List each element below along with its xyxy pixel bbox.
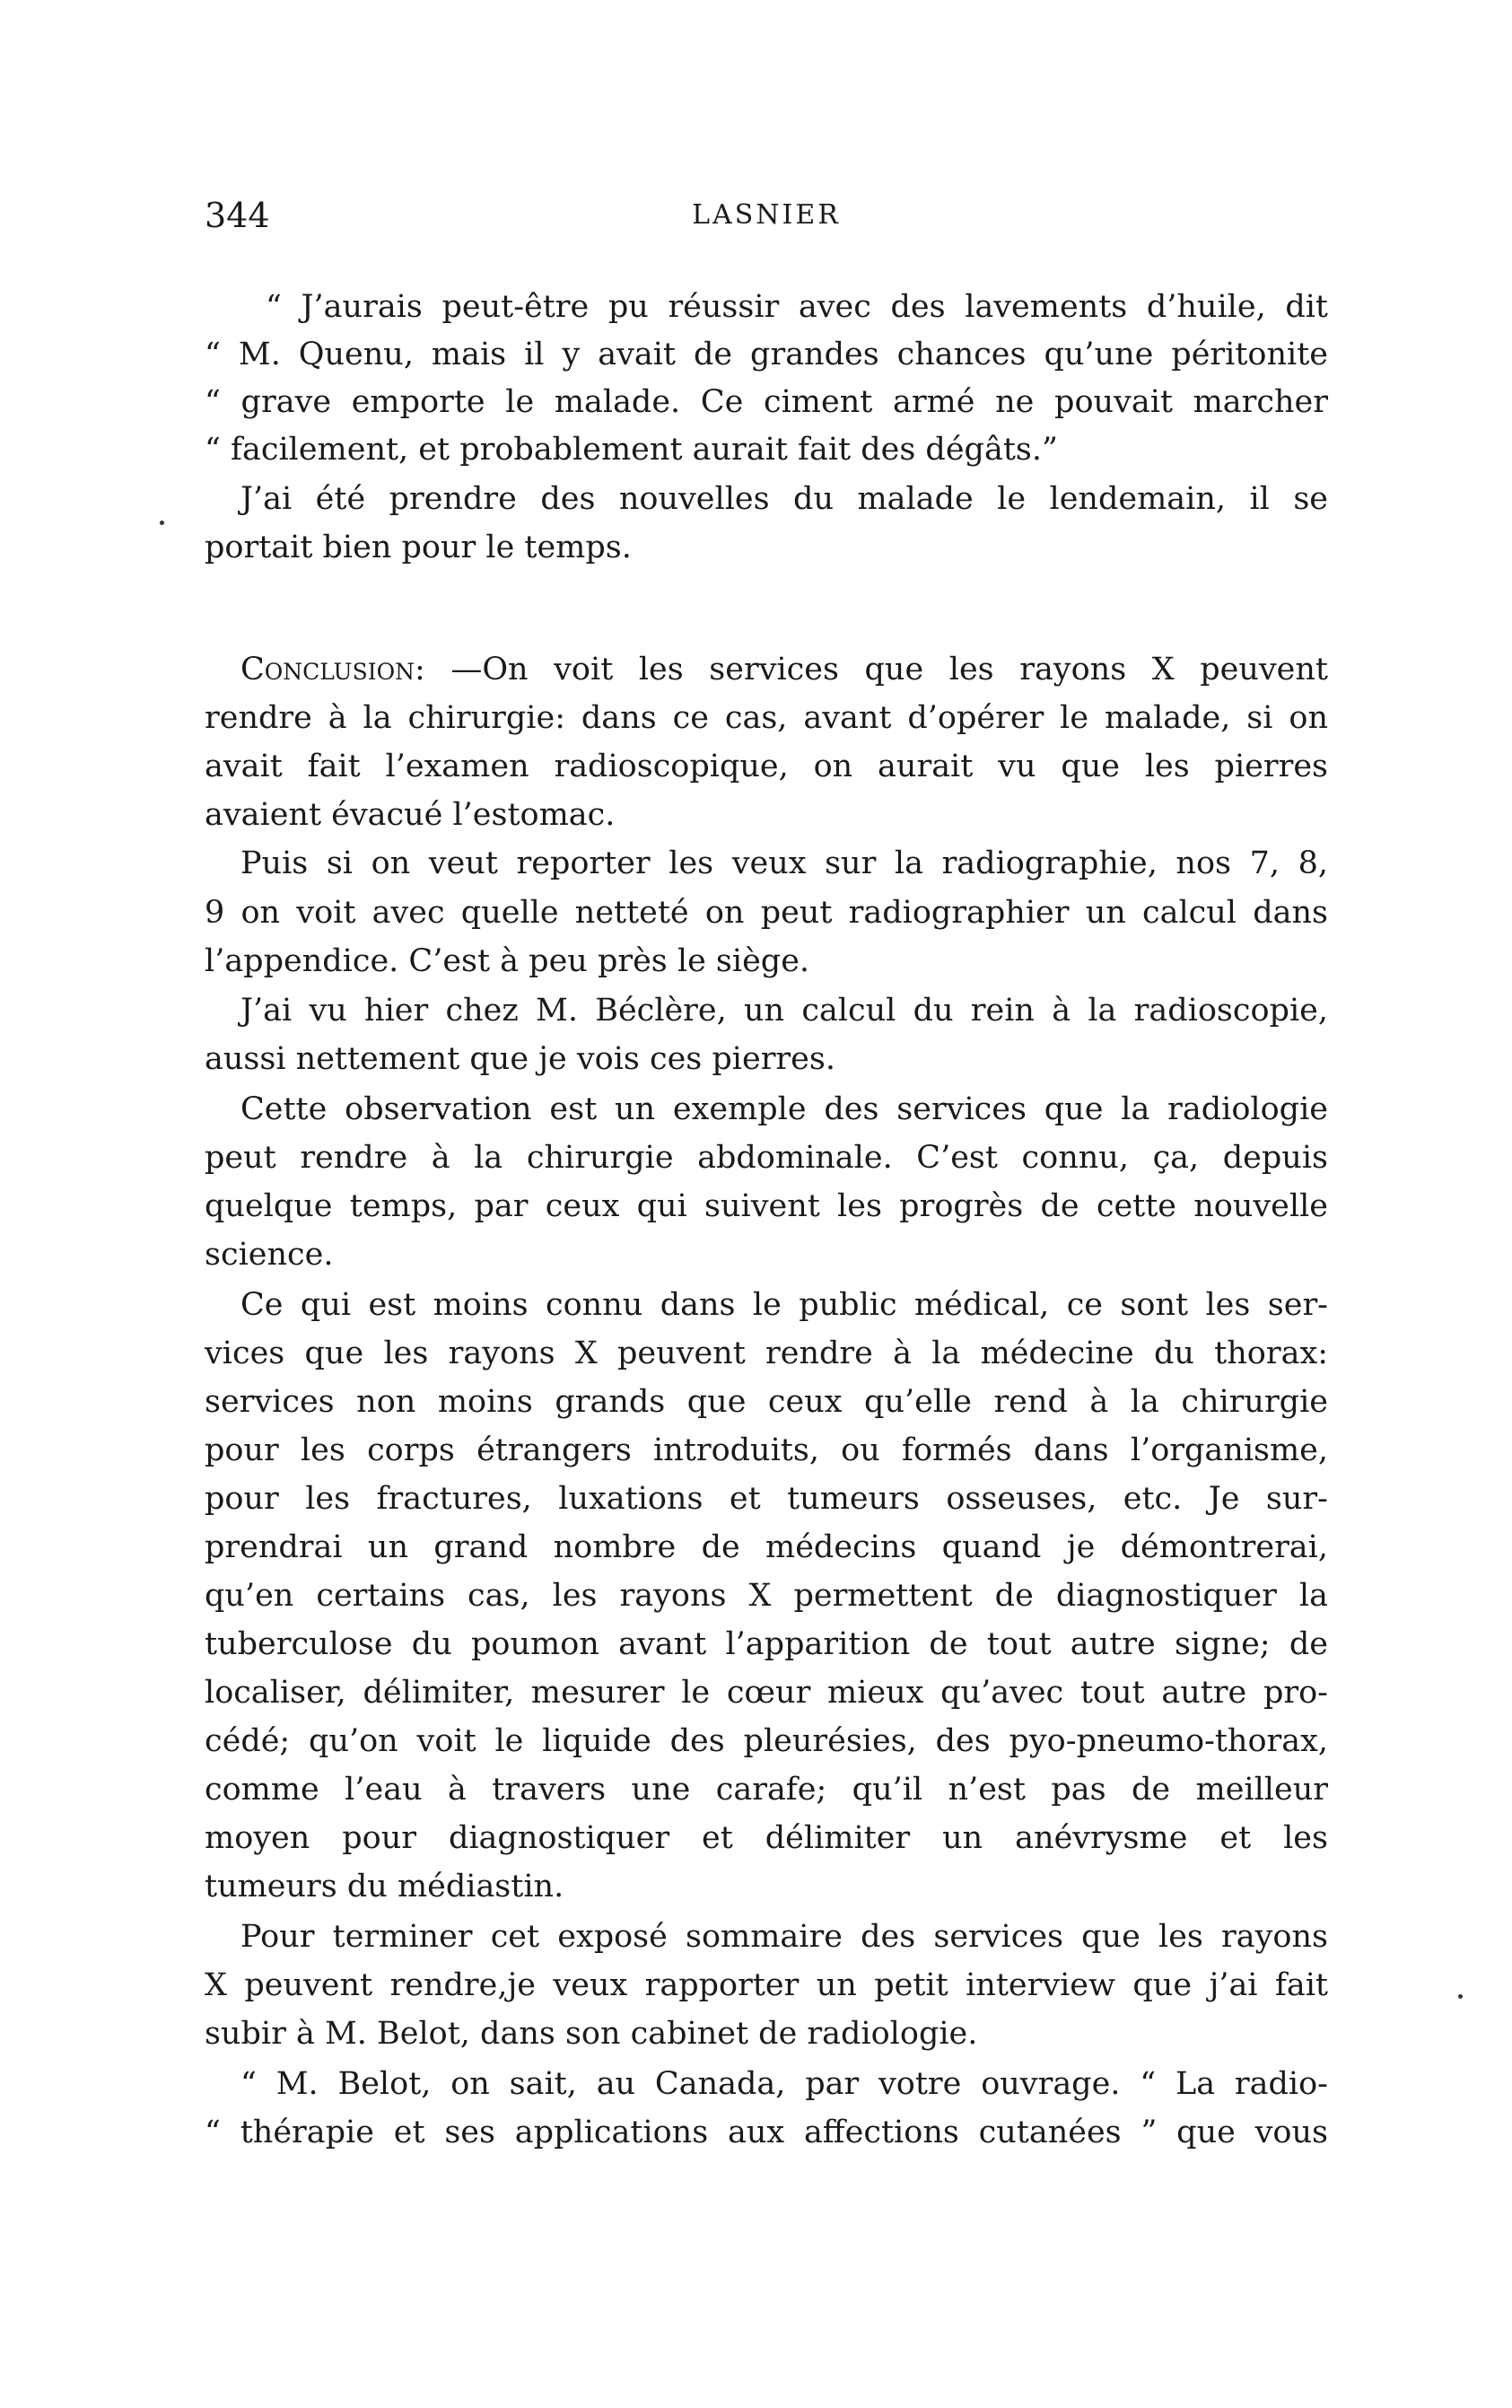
text-line: Ce qui est moins connu dans le public médical, ce sont les ser- — [240, 1287, 1328, 1323]
text-line: subir à M. Belot, dans son cabinet de radiologie. — [205, 2016, 978, 2052]
text-line: rendre à la chirurgie: dans ce cas, avant d’opérer le malade, si on — [205, 700, 1328, 736]
text-line: Pour terminer cet exposé sommaire des services que les rayons — [240, 1919, 1328, 1955]
ink-speck — [1458, 1994, 1463, 1999]
text-line: J’ai vu hier chez M. Béclère, un calcul du rein à la radioscopie, — [240, 993, 1328, 1029]
text-line: X peuvent rendre,je veux rapporter un petit interview que j’ai fait — [205, 1967, 1328, 2003]
conclusion-separator: : — — [414, 652, 483, 687]
text-line: cédé; qu’on voit le liquide des pleurésies, des pyo-pneumo-thorax, — [205, 1723, 1328, 1759]
text-line: avait fait l’examen radioscopique, on aurait vu que les pierres — [205, 749, 1328, 784]
text-line: “ J’aurais peut-être pu réussir avec des lavements d’huile, dit — [266, 289, 1328, 325]
text-line: qu’en certains cas, les rayons X permettent de diagnostiquer la — [205, 1578, 1328, 1614]
text-line: l’appendice. C’est à peu près le siège. — [205, 943, 810, 979]
running-head — [205, 196, 1328, 250]
text-line: pour les corps étrangers introduits, ou formés dans l’organisme, — [205, 1432, 1328, 1468]
page-number: 344 — [205, 196, 270, 235]
text-line: prendrai un grand nombre de médecins quand je démontrerai, — [205, 1529, 1328, 1565]
text-line: portait bien pour le temps. — [205, 530, 632, 565]
text-line: moyen pour diagnostiquer et délimiter un anévrysme et les — [205, 1820, 1328, 1856]
text-line: 9 on voit avec quelle netteté on peut radiographier un calcul dans — [205, 895, 1328, 931]
text-line: tuberculose du poumon avant l’apparition de tout autre signe; de — [205, 1626, 1328, 1662]
text-line: “ grave emporte le malade. Ce ciment armé ne pouvait marcher — [205, 384, 1328, 420]
text-line: “ M. Quenu, mais il y avait de grandes chances qu’une péritonite — [205, 337, 1328, 372]
text-line: “ thérapie et ses applications aux affections cutanées ” que vous — [205, 2115, 1328, 2150]
conclusion-label: Conclusion — [240, 652, 415, 687]
text-line: services non moins grands que ceux qu’elle rend à la chirurgie — [205, 1384, 1328, 1420]
text-line: vices que les rayons X peuvent rendre à la médecine du thorax: — [205, 1335, 1328, 1371]
text-line: quelque temps, par ceux qui suivent les progrès de cette nouvelle — [205, 1188, 1328, 1224]
conclusion-line — [240, 652, 1328, 687]
text-line: localiser, délimiter, mesurer le cœur mieux qu’avec tout autre pro- — [205, 1675, 1328, 1711]
text-line: “ facilement, et probablement aurait fait des dégâts.” — [205, 432, 1058, 468]
conclusion-text: On voit les services que les rayons X peuvent — [482, 652, 1328, 687]
text-line: avaient évacué l’estomac. — [205, 797, 616, 833]
text-line: “ M. Belot, on sait, au Canada, par votre ouvrage. “ La radio- — [240, 2066, 1328, 2102]
text-line: J’ai été prendre des nouvelles du malade le lendemain, il se — [240, 481, 1328, 517]
text-line: science. — [205, 1237, 334, 1273]
text-line: tumeurs du médiastin. — [205, 1869, 564, 1905]
text-line: pour les fractures, luxations et tumeurs osseuses, etc. Je sur- — [205, 1481, 1328, 1517]
text-line: peut rendre à la chirurgie abdominale. C’est connu, ça, depuis — [205, 1140, 1328, 1176]
text-line: aussi nettement que je vois ces pierres. — [205, 1041, 835, 1077]
text-line: Puis si on veut reporter les veux sur la radiographie, nos 7, 8, — [240, 845, 1328, 881]
running-title: LASNIER — [692, 199, 841, 231]
ink-speck — [160, 521, 164, 525]
text-line: Cette observation est un exemple des services que la radiologie — [240, 1091, 1328, 1127]
text-line: comme l’eau à travers une carafe; qu’il n’est pas de meilleur — [205, 1772, 1328, 1808]
